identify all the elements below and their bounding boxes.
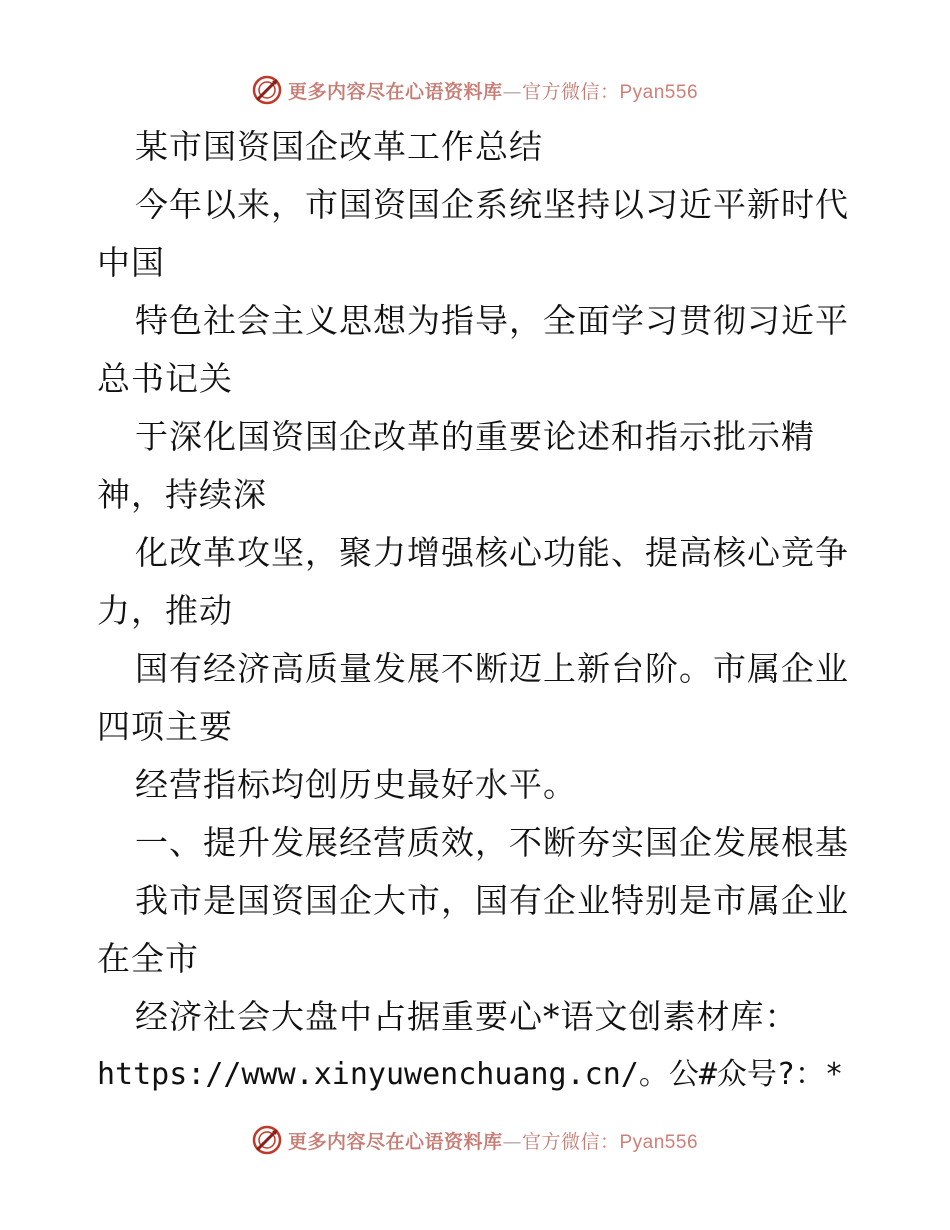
text-line: 神，持续深: [97, 475, 267, 514]
section-heading: 一、提升发展经营质效，不断夯实国企发展根基: [135, 823, 849, 862]
header-banner-main: 更多内容尽在心语资料库: [287, 80, 503, 103]
text-line: 力，推动: [97, 591, 233, 630]
footer-banner-dash: —: [502, 1130, 522, 1153]
header-banner-wechat: 官方微信：: [521, 80, 620, 103]
text-line: 经济社会大盘中占据重要心*语文创素材库：: [135, 997, 799, 1036]
url-line: https://www.xinyuwenchuang.cn/。公#众号?：*: [97, 1057, 844, 1092]
brand-logo-icon: [252, 75, 282, 105]
footer-banner-wechat: 官方微信：: [521, 1130, 620, 1153]
text-line: 中国: [97, 243, 165, 282]
footer-banner: [0, 1122, 950, 1158]
document-title: 某市国资国企改革工作总结: [135, 127, 543, 166]
text-line: 今年以来，市国资国企系统坚持以习近平新时代: [135, 185, 849, 224]
text-line: 总书记关: [97, 359, 233, 398]
text-line: 国有经济高质量发展不断迈上新台阶。市属企业: [135, 649, 849, 688]
text-line: 特色社会主义思想为指导，全面学习贯彻习近平: [135, 301, 849, 340]
text-line: 我市是国资国企大市，国有企业特别是市属企业: [135, 881, 849, 920]
header-banner-text: [288, 77, 698, 104]
header-banner-dash: —: [502, 80, 522, 103]
text-line: 经营指标均创历史最好水平。: [135, 765, 577, 804]
text-line: 在全市: [97, 939, 199, 978]
header-banner: [0, 72, 950, 108]
text-line: 化改革攻坚，聚力增强核心功能、提高核心竞争: [135, 533, 849, 572]
footer-banner-text: [288, 1127, 698, 1154]
text-line: 于深化国资国企改革的重要论述和指示批示精: [135, 417, 815, 456]
brand-logo-icon: [252, 1125, 282, 1155]
header-banner-id: Pyan556: [619, 81, 699, 103]
footer-banner-main: 更多内容尽在心语资料库: [287, 1130, 503, 1153]
text-line: 四项主要: [97, 707, 233, 746]
footer-banner-id: Pyan556: [619, 1131, 699, 1153]
document-body: [97, 118, 857, 1104]
